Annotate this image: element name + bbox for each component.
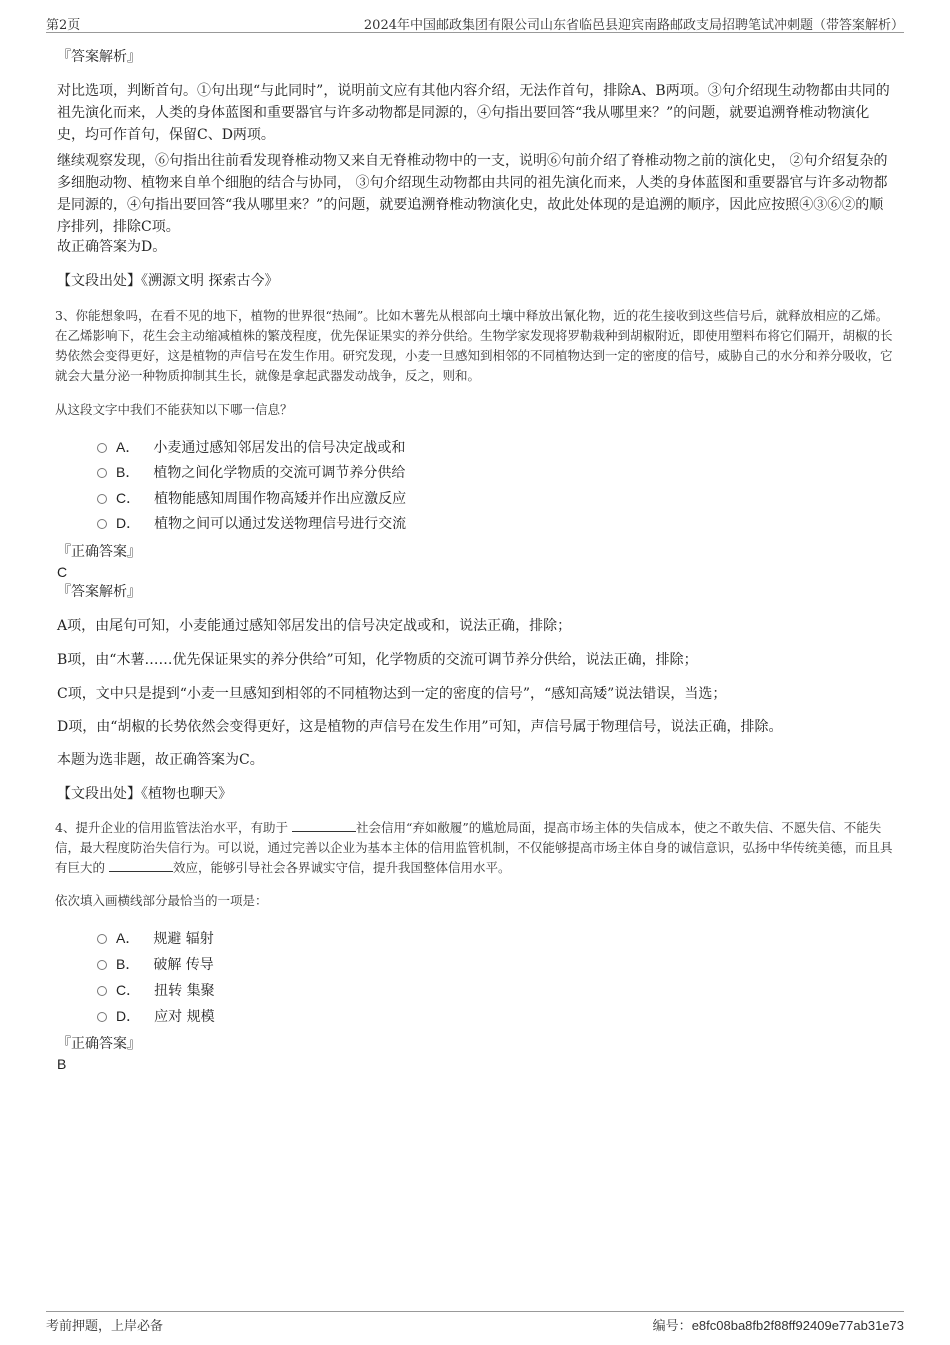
q3-analysis-b: B项，由“木薯……优先保证果实的养分供给”可知，化学物质的交流可调节养分供给，说法正确，排除； bbox=[57, 652, 698, 668]
page-footer bbox=[46, 1311, 904, 1335]
q3-analysis-label: 『答案解析』 bbox=[57, 584, 141, 600]
radio-icon[interactable] bbox=[97, 468, 107, 478]
q3-option-c[interactable]: C． 植物能感知周围作物高矮并作出应激反应 bbox=[97, 488, 406, 509]
fill-blank-1 bbox=[292, 821, 356, 832]
q3-analysis-a: A项，由尾句可知，小麦能通过感知邻居发出的信号决定战或和，说法正确，排除； bbox=[57, 618, 572, 634]
radio-icon[interactable] bbox=[97, 960, 107, 970]
q3-correct-answer: C bbox=[57, 564, 68, 580]
q4-option-d[interactable]: D． 应对 规模 bbox=[97, 1006, 215, 1027]
q2-analysis-para2: 继续观察发现，⑥句指出往前看发现脊椎动物又来自无脊椎动物中的一支，说明⑥句前介绍了脊椎动物之前的演化史， ②句介绍复杂的多细胞动物、植物来自单个细胞的结合与协同， ③句介绍现生动物都由共同的祖先演化而来，人类的身体蓝图和重要器官与许多动物都是同源的，④句指出要回答“我从哪里来？”的问题，就要追溯脊椎动物演化史，故此处体现的是追溯的顺序，因此应按照④③⑥②的顺序排列，排除C项。 bbox=[57, 153, 888, 235]
q3-source: 【文段出处】《植物也聊天》 bbox=[57, 786, 232, 802]
radio-icon[interactable] bbox=[97, 934, 107, 944]
q4-option-a[interactable]: A． 规避 辐射 bbox=[97, 928, 214, 949]
radio-icon[interactable] bbox=[97, 1012, 107, 1022]
radio-icon[interactable] bbox=[97, 986, 107, 996]
fill-blank-2 bbox=[109, 861, 173, 872]
q2-analysis-label: 『答案解析』 bbox=[57, 49, 141, 65]
page-number: 第2页 bbox=[46, 18, 81, 33]
q4-option-c[interactable]: C． 扭转 集聚 bbox=[97, 980, 215, 1001]
q4-option-b[interactable]: B． 破解 传导 bbox=[97, 954, 214, 975]
radio-icon[interactable] bbox=[97, 494, 107, 504]
q3-correct-label: 『正确答案』 bbox=[57, 544, 141, 560]
q2-source: 【文段出处】《溯源文明 探索古今》 bbox=[57, 273, 279, 289]
q3-option-a[interactable]: A． 小麦通过感知邻居发出的信号决定战或和 bbox=[97, 437, 405, 458]
document-title: 2024年中国邮政集团有限公司山东省临邑县迎宾南路邮政支局招聘笔试冲刺题（带答案解析） bbox=[363, 18, 904, 33]
q4-correct-answer: B bbox=[57, 1056, 67, 1072]
q3-question: 从这段文字中我们不能获知以下哪一信息？ bbox=[55, 402, 293, 417]
q3-conclusion: 本题为选非题，故正确答案为C。 bbox=[57, 752, 264, 768]
q4-stem: 4、提升企业的信用监管法治水平，有助于 社会信用“弃如敝履”的尴尬局面，提高市场主体的失信成本，使之不敢失信、不愿失信、不能失信，最大程度防治失信行为。可以说，通过完善以企业为基本主体的信用监管机制，不仅能够提高市场主体自身的诚信意识，弘扬中华传统美德，而且具有巨大的 效应，能够引导社会各界诚实守信，提升我国整体信用水平。 bbox=[55, 820, 893, 875]
q4-correct-label: 『正确答案』 bbox=[57, 1036, 141, 1052]
q2-conclusion: 故正确答案为D。 bbox=[57, 239, 167, 255]
radio-icon[interactable] bbox=[97, 443, 107, 453]
q3-analysis-d: D项，由“胡椒的长势依然会变得更好，这是植物的声信号在发生作用”可知，声信号属于物理信号，说法正确，排除。 bbox=[57, 719, 783, 735]
q2-analysis-para1: 对比选项，判断首句。①句出现“与此同时”，说明前文应有其他内容介绍，无法作首句，排除A、B两项。③句介绍现生动物都由共同的祖先演化而来，人类的身体蓝图和重要器官与许多动物都是同源的，④句指出要回答“我从哪里来？”的问题，就要追溯脊椎动物演化史，均可作首句，保留C、D两项。 bbox=[57, 83, 890, 143]
q3-option-d[interactable]: D． 植物之间可以通过发送物理信号进行交流 bbox=[97, 513, 406, 534]
radio-icon[interactable] bbox=[97, 519, 107, 529]
q3-stem: 3、你能想象吗，在看不见的地下，植物的世界很“热闹”。比如木薯先从根部向土壤中释放出氰化物，近的花生接收到这些信号后，就释放相应的乙烯。在乙烯影响下，花生会主动缩减植株的繁茂程度，优先保证果实的养分供给。生物学家发现将罗勒栽种到胡椒附近，即使用塑料布将它们隔开，胡椒的长势依然会变得更好，这是植物的声信号在发生作用。研究发现，小麦一旦感知到相邻的不同植物达到一定的密度的信号，威胁自己的水分和养分吸收，它就会大量分泌一种物质抑制其生长，就像是拿起武器发动战争，反之，则和。 bbox=[55, 308, 893, 383]
footer-slogan: 考前押题，上岸必备 bbox=[46, 1319, 164, 1334]
q3-option-b[interactable]: B． 植物之间化学物质的交流可调节养分供给 bbox=[97, 462, 405, 483]
document-code: 编号：e8fc08ba8fb2f88ff92409e77ab31e73 bbox=[652, 1318, 904, 1333]
q4-question: 依次填入画横线部分最恰当的一项是： bbox=[55, 893, 268, 908]
q3-analysis-c: C项，文中只是提到“小麦一旦感知到相邻的不同植物达到一定的密度的信号”，“感知高矮”说法错误，当选； bbox=[57, 686, 727, 702]
page-header bbox=[46, 14, 904, 33]
